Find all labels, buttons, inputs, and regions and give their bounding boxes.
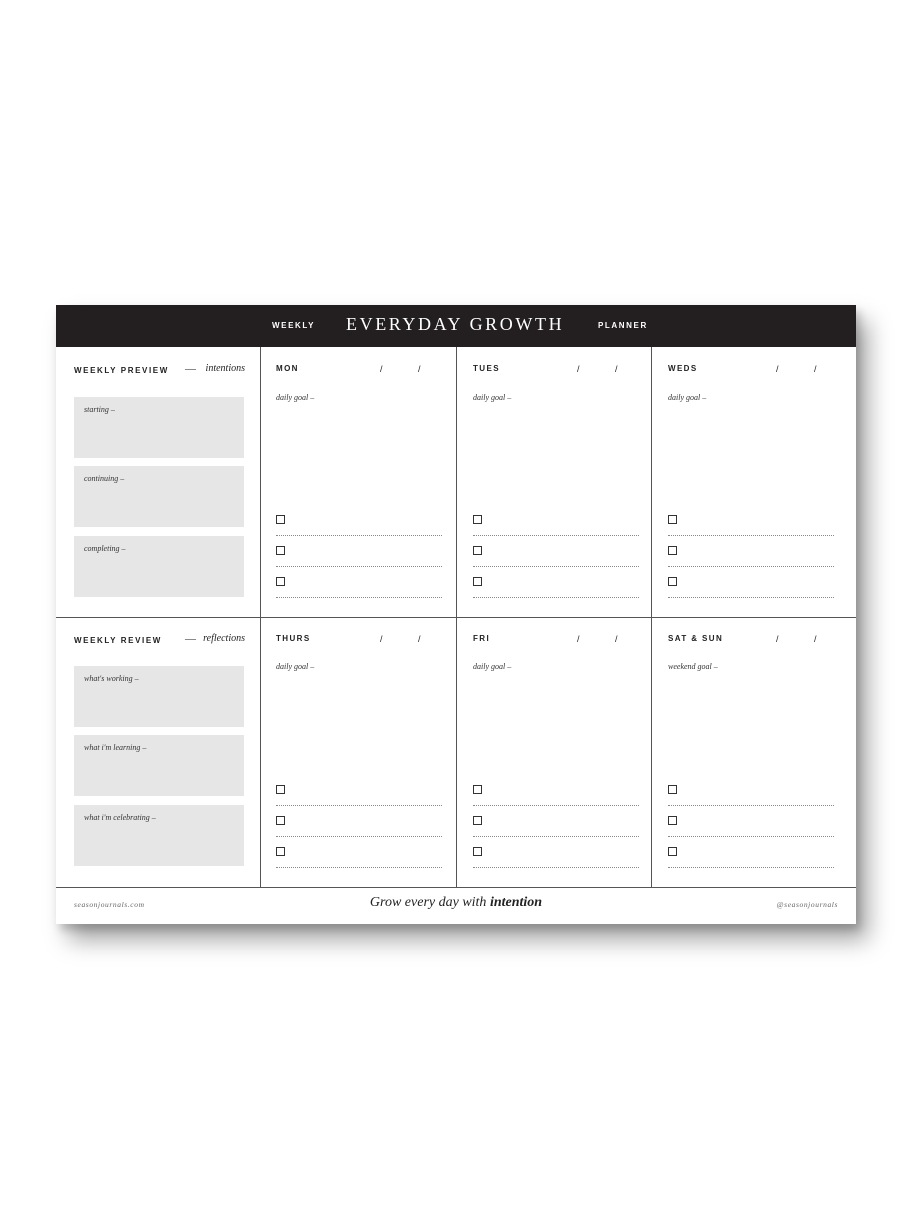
weekly-review-subheading: reflections bbox=[203, 633, 245, 644]
weekly-preview-section bbox=[56, 347, 260, 617]
task-checkbox[interactable] bbox=[668, 577, 677, 586]
weekly-preview-subheading: intentions bbox=[205, 363, 245, 374]
day-name: FRI bbox=[473, 634, 491, 643]
day-name: SAT & SUN bbox=[668, 634, 724, 643]
task-checkbox[interactable] bbox=[276, 546, 285, 555]
task-line[interactable] bbox=[276, 867, 442, 868]
whats-working-box[interactable] bbox=[74, 666, 244, 727]
task-checkbox[interactable] bbox=[668, 515, 677, 524]
task-line[interactable] bbox=[473, 566, 639, 567]
daily-goal-label: daily goal – bbox=[276, 662, 315, 671]
task-line[interactable] bbox=[276, 836, 442, 837]
date-slash: / bbox=[814, 634, 817, 644]
task-checkbox[interactable] bbox=[276, 847, 285, 856]
footer-tagline bbox=[56, 895, 856, 911]
task-line[interactable] bbox=[276, 535, 442, 536]
learning-box[interactable] bbox=[74, 735, 244, 796]
header-planner: PLANNER bbox=[598, 321, 648, 330]
footer-website: seasonjournals.com bbox=[74, 900, 145, 909]
date-slash: / bbox=[577, 634, 580, 644]
task-checkbox[interactable] bbox=[668, 816, 677, 825]
task-checkbox[interactable] bbox=[276, 577, 285, 586]
task-line[interactable] bbox=[668, 597, 834, 598]
task-line[interactable] bbox=[668, 535, 834, 536]
day-name: WEDS bbox=[668, 364, 698, 373]
task-checkbox[interactable] bbox=[668, 785, 677, 794]
date-slash: / bbox=[814, 364, 817, 374]
task-checkbox[interactable] bbox=[473, 816, 482, 825]
task-line[interactable] bbox=[668, 867, 834, 868]
starting-label: starting – bbox=[84, 405, 115, 414]
task-line[interactable] bbox=[276, 805, 442, 806]
daily-goal-label: daily goal – bbox=[668, 393, 707, 402]
weekly-review-section bbox=[56, 617, 260, 887]
day-friday bbox=[457, 617, 652, 887]
day-thursday bbox=[260, 617, 455, 887]
date-slash: / bbox=[418, 364, 421, 374]
celebrating-label: what i'm celebrating – bbox=[84, 813, 156, 822]
date-slash: / bbox=[615, 364, 618, 374]
task-checkbox[interactable] bbox=[668, 847, 677, 856]
task-line[interactable] bbox=[473, 867, 639, 868]
date-slash: / bbox=[776, 634, 779, 644]
task-line[interactable] bbox=[473, 836, 639, 837]
task-checkbox[interactable] bbox=[473, 847, 482, 856]
task-checkbox[interactable] bbox=[473, 515, 482, 524]
tagline-text: Grow every day with bbox=[369, 895, 487, 910]
date-slash: / bbox=[776, 364, 779, 374]
completing-label: completing – bbox=[84, 544, 126, 553]
task-line[interactable] bbox=[473, 535, 639, 536]
learning-label: what i'm learning – bbox=[84, 743, 147, 752]
continuing-box[interactable] bbox=[74, 466, 244, 527]
planner-sheet bbox=[56, 305, 856, 924]
day-tuesday bbox=[457, 347, 652, 617]
task-line[interactable] bbox=[473, 805, 639, 806]
grid-divider bbox=[56, 887, 856, 888]
date-slash: / bbox=[615, 634, 618, 644]
starting-box[interactable] bbox=[74, 397, 244, 458]
task-line[interactable] bbox=[276, 566, 442, 567]
task-line[interactable] bbox=[473, 597, 639, 598]
day-wednesday bbox=[652, 347, 847, 617]
celebrating-box[interactable] bbox=[74, 805, 244, 866]
footer-handle: @seasonjournals bbox=[776, 900, 838, 909]
tagline-emphasis: intention bbox=[489, 895, 543, 910]
date-slash: / bbox=[577, 364, 580, 374]
heading-dash: — bbox=[185, 633, 196, 645]
task-checkbox[interactable] bbox=[668, 546, 677, 555]
task-line[interactable] bbox=[668, 805, 834, 806]
day-name: MON bbox=[276, 364, 299, 373]
task-checkbox[interactable] bbox=[473, 546, 482, 555]
task-checkbox[interactable] bbox=[276, 515, 285, 524]
header-weekly: WEEKLY bbox=[272, 321, 316, 330]
task-line[interactable] bbox=[668, 566, 834, 567]
task-checkbox[interactable] bbox=[276, 816, 285, 825]
day-name: THURS bbox=[276, 634, 311, 643]
task-checkbox[interactable] bbox=[473, 577, 482, 586]
continuing-label: continuing – bbox=[84, 474, 125, 483]
date-slash: / bbox=[418, 634, 421, 644]
task-line[interactable] bbox=[668, 836, 834, 837]
task-line[interactable] bbox=[276, 597, 442, 598]
date-slash: / bbox=[380, 364, 383, 374]
day-monday bbox=[260, 347, 455, 617]
completing-box[interactable] bbox=[74, 536, 244, 597]
heading-dash: — bbox=[185, 363, 196, 375]
weekly-review-heading: WEEKLY REVIEW bbox=[74, 636, 162, 645]
day-weekend bbox=[652, 617, 847, 887]
task-checkbox[interactable] bbox=[276, 785, 285, 794]
daily-goal-label: daily goal – bbox=[473, 393, 512, 402]
date-slash: / bbox=[380, 634, 383, 644]
weekly-preview-heading: WEEKLY PREVIEW bbox=[74, 366, 169, 375]
daily-goal-label: daily goal – bbox=[473, 662, 512, 671]
weekend-goal-label: weekend goal – bbox=[668, 662, 718, 671]
day-name: TUES bbox=[473, 364, 500, 373]
header-bar bbox=[56, 305, 856, 347]
task-checkbox[interactable] bbox=[473, 785, 482, 794]
planner-title: EVERYDAY GROWTH bbox=[346, 314, 565, 334]
daily-goal-label: daily goal – bbox=[276, 393, 315, 402]
whats-working-label: what's working – bbox=[84, 674, 139, 683]
